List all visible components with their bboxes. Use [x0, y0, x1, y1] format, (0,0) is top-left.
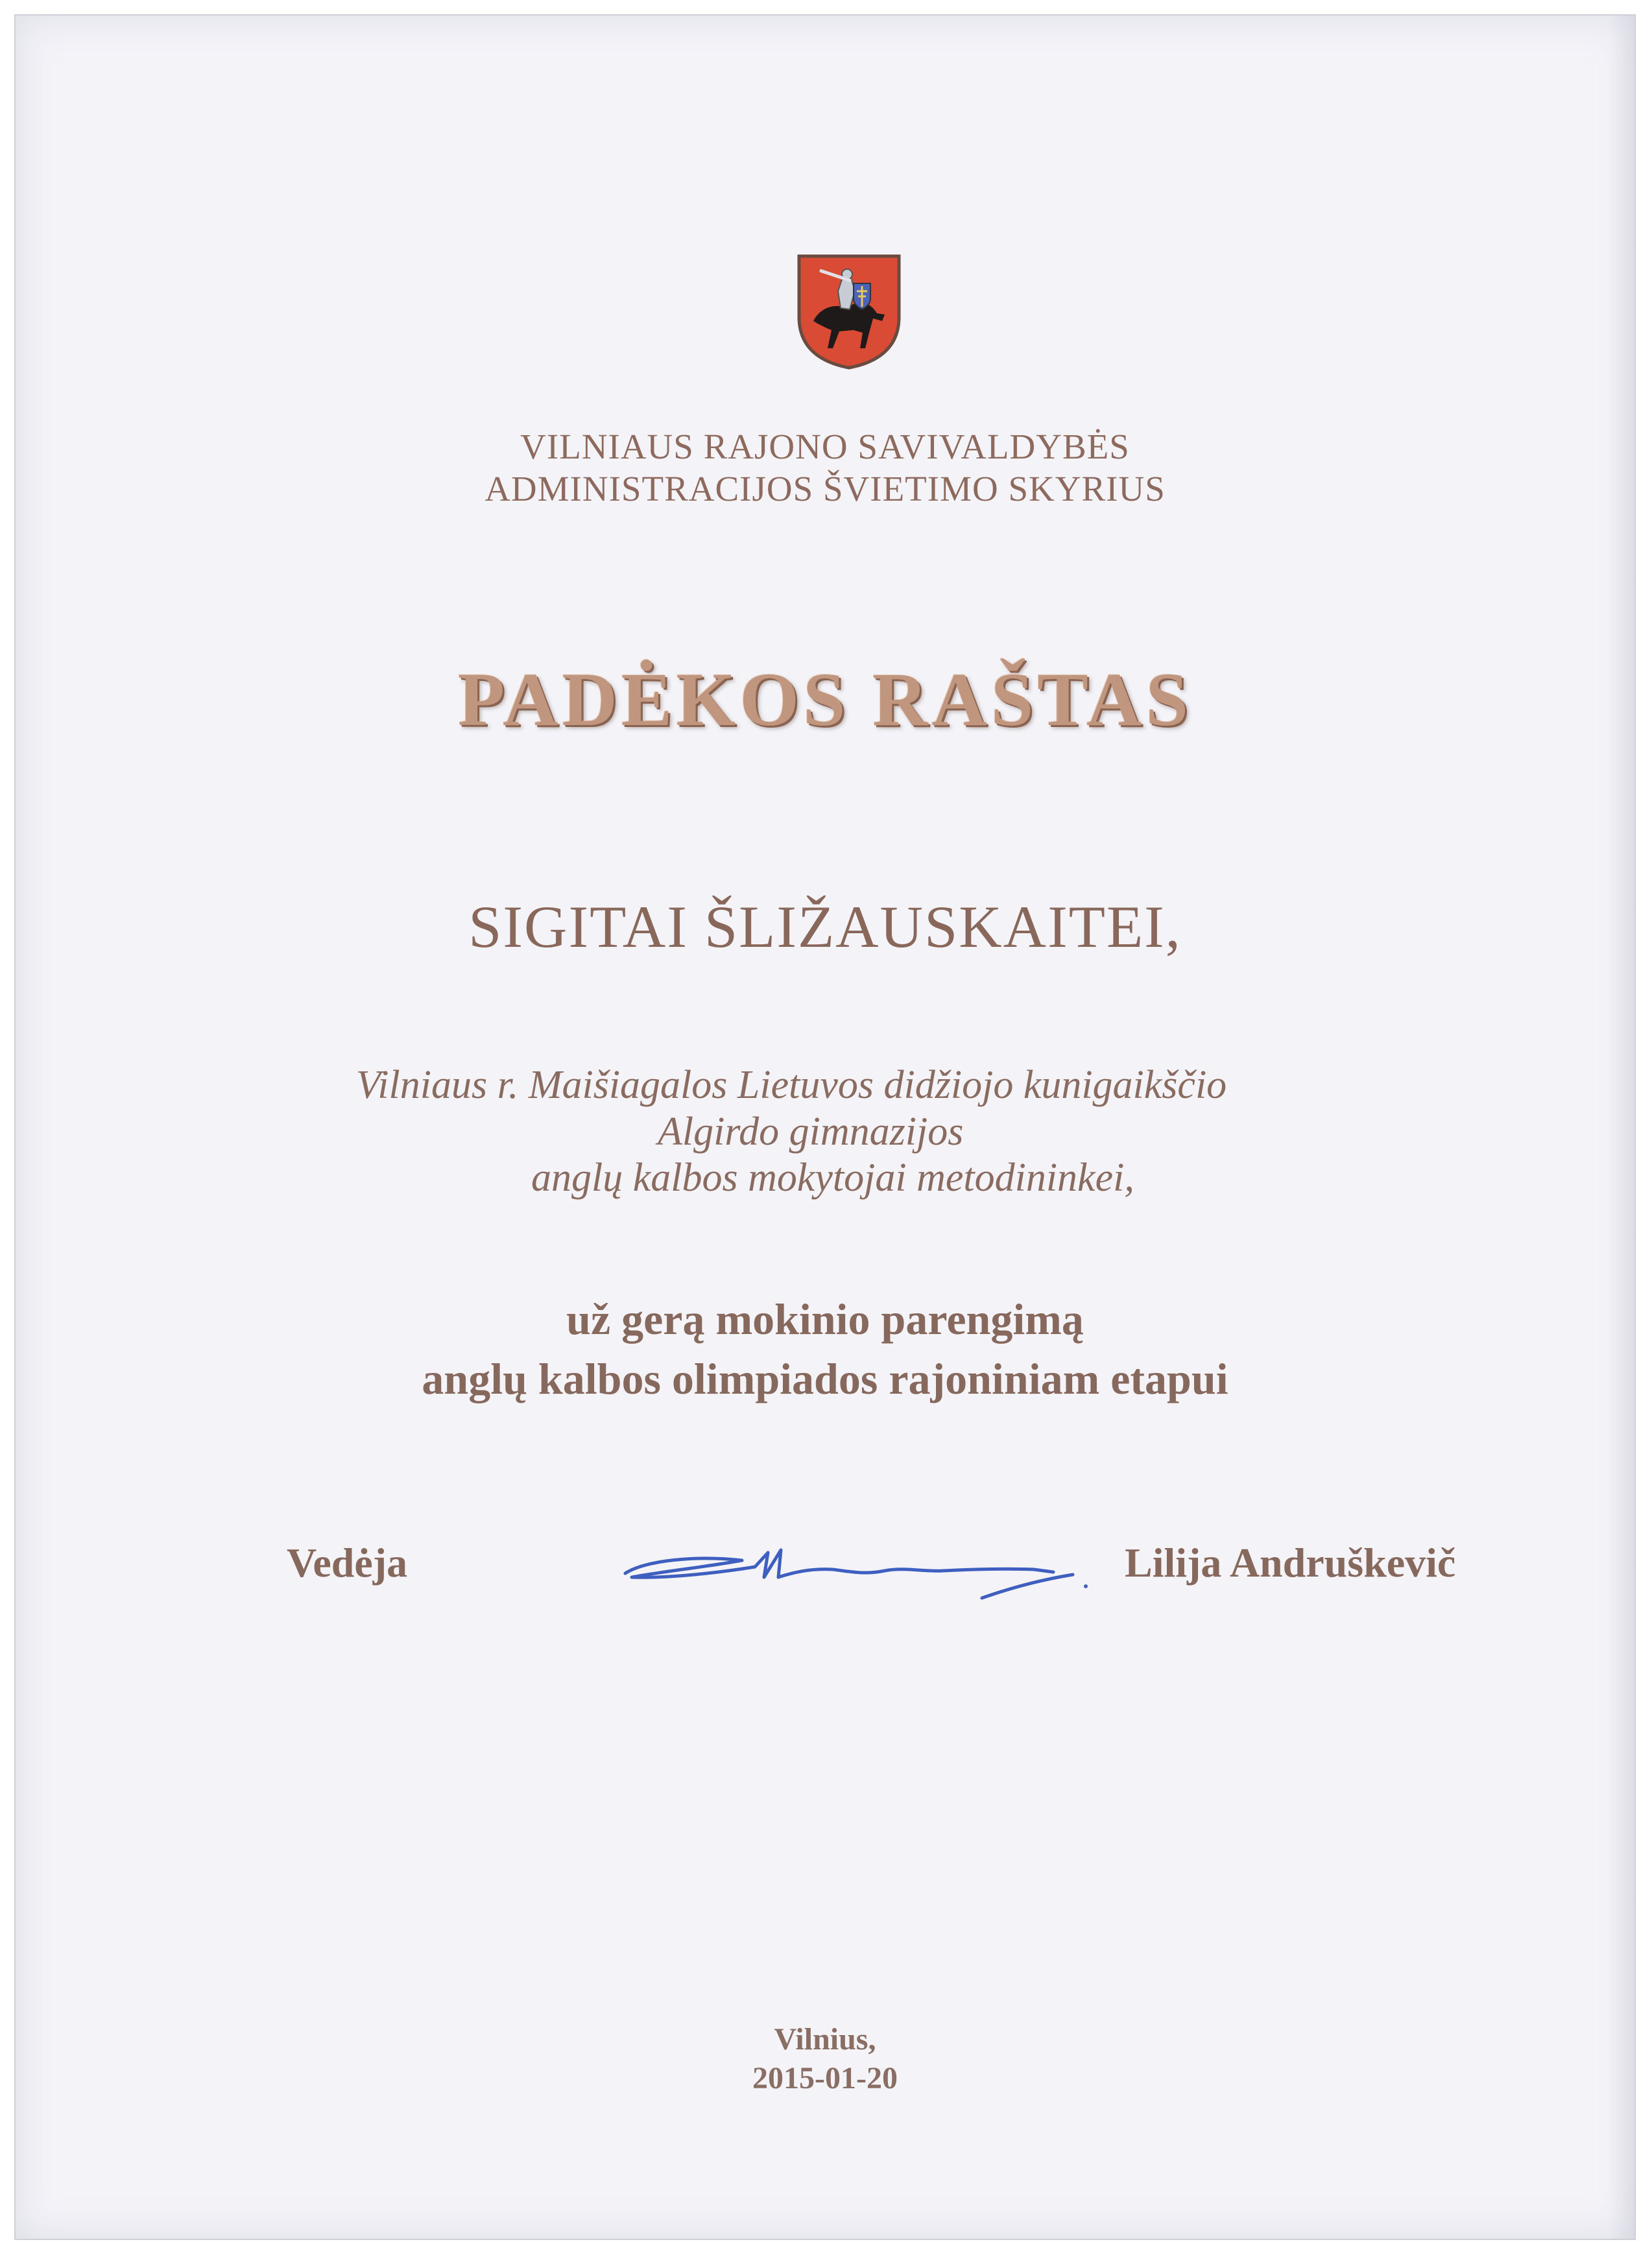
certificate-title: PADĖKOS RAŠTAS [458, 657, 1192, 742]
issuer-line-2: ADMINISTRACIJOS ŠVIETIMO SKYRIUS [485, 469, 1166, 508]
signer-role: Vedėja [287, 1540, 408, 1586]
recipient-position-line-2: Algirdo gimnazijos [658, 1110, 964, 1154]
reason-line-1: už gerą mokinio parengimą [566, 1294, 1084, 1344]
recipient-position-line-3: anglų kalbos mokytojai metodininkei, [531, 1156, 1134, 1200]
signer-name: Lilija Andruškevič [1125, 1540, 1456, 1586]
issue-place: Vilnius, [774, 2022, 876, 2056]
handwritten-signature [619, 1527, 1112, 1611]
reason-line-2: anglų kalbos olimpiados rajoniniam etapui [422, 1354, 1228, 1403]
recipient-name: SIGITAI ŠLIŽAUSKAITEI, [468, 894, 1182, 960]
recipient-position-line-1: Vilniaus r. Maišiagalos Lietuvos didžiojo kunigaikščio [356, 1063, 1227, 1107]
issue-date: 2015-01-20 [752, 2061, 898, 2095]
certificate-sheet [14, 14, 1636, 2240]
coat-of-arms-icon [794, 251, 904, 370]
issuer-line-1: VILNIAUS RAJONO SAVIVALDYBĖS [520, 427, 1130, 466]
